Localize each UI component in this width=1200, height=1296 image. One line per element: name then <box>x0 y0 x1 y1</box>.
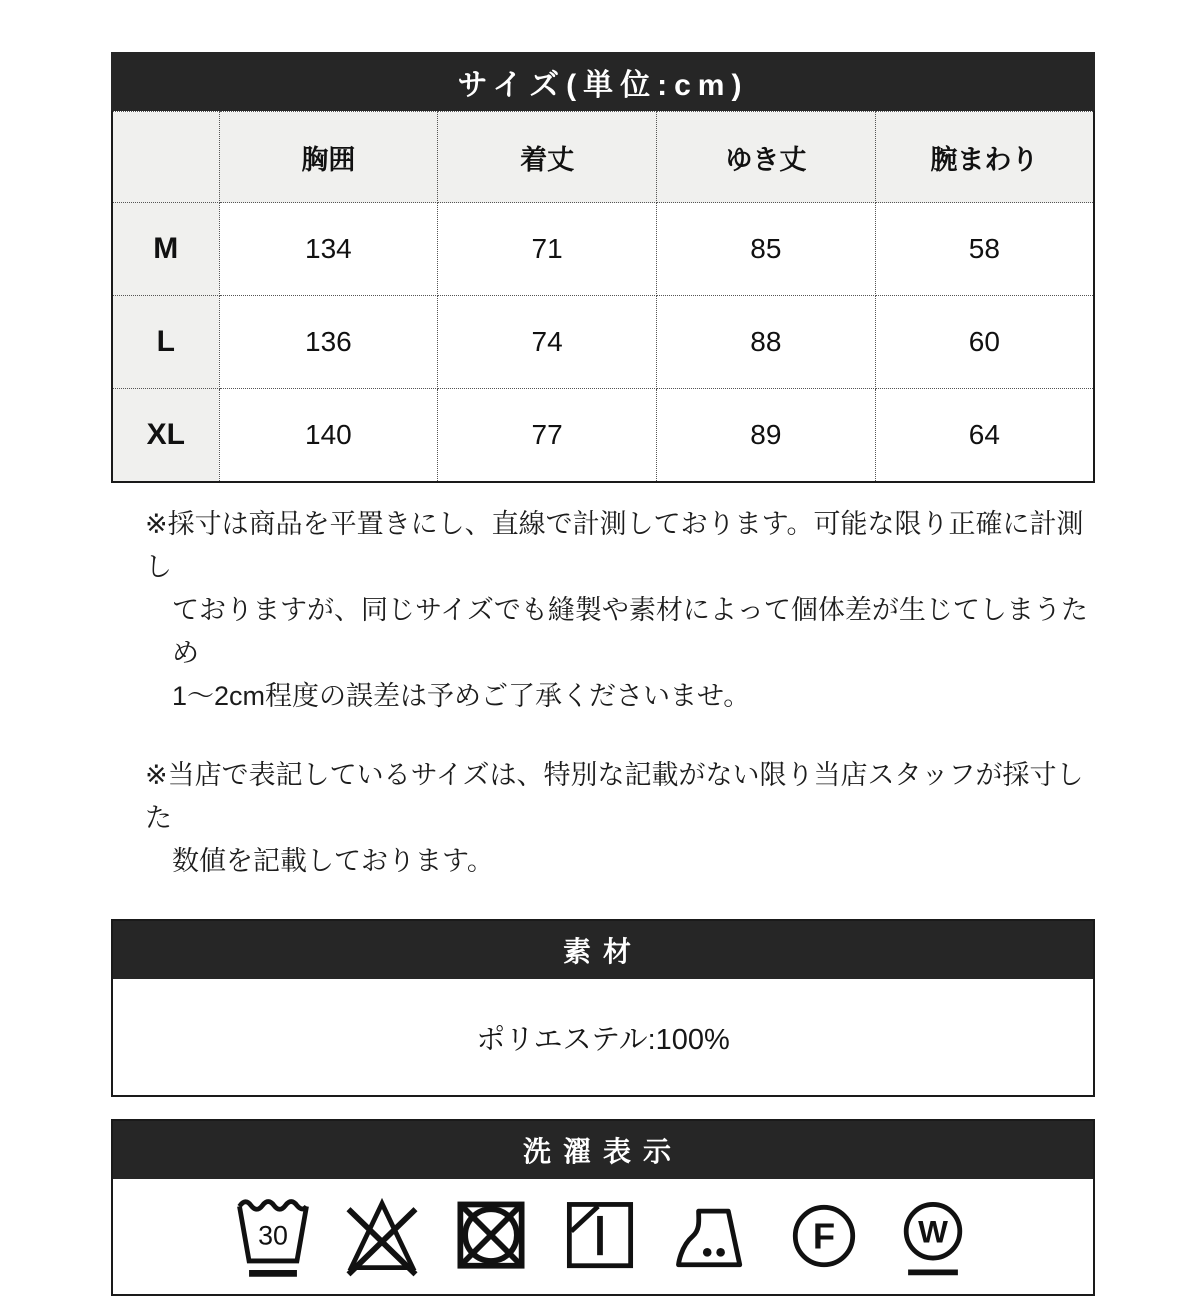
material-section <box>111 919 1095 1097</box>
value-cell: 60 <box>875 296 1094 389</box>
material-content: ポリエステル:100% <box>476 1023 730 1056</box>
notes <box>111 503 1095 883</box>
dry-clean-letter: F <box>812 1214 836 1256</box>
column-header-chest: 胸囲 <box>219 112 438 203</box>
note-staff-measured <box>145 754 1095 883</box>
size-table-header-bar <box>111 52 1095 111</box>
shade-line-dry-icon <box>559 1192 641 1282</box>
corner-cell <box>112 112 219 203</box>
wet-clean-gentle-icon <box>892 1192 974 1282</box>
table-row-xl <box>112 389 1094 483</box>
size-chart-page <box>111 0 1095 1296</box>
wash-temp-label: 30 <box>258 1220 288 1251</box>
laundry-header-bar <box>113 1121 1093 1179</box>
note-line: 数値を記載しております。 <box>172 846 494 876</box>
material-body <box>113 979 1093 1095</box>
size-label-l: L <box>112 296 219 389</box>
note-line: ※採寸は商品を平置きにし、直線で計測しております。可能な限り正確に計測し <box>145 509 1084 582</box>
value-cell: 140 <box>219 389 438 483</box>
value-cell: 88 <box>657 296 876 389</box>
note-line: ※当店で表記しているサイズは、特別な記載がない限り当店スタッフが採寸した <box>145 760 1084 833</box>
laundry-icons-row <box>113 1179 1093 1294</box>
no-tumble-dry-icon <box>450 1192 532 1282</box>
value-cell: 77 <box>438 389 657 483</box>
size-table-section <box>111 52 1095 483</box>
iron-medium-two-dots-icon <box>668 1192 756 1282</box>
note-measurement-disclaimer <box>145 503 1095 718</box>
note-line: ておりますが、同じサイズでも縫製や素材によって個体差が生じてしまうため <box>172 595 1088 668</box>
value-cell: 89 <box>657 389 876 483</box>
value-cell: 134 <box>219 203 438 296</box>
value-cell: 64 <box>875 389 1094 483</box>
note-line: 1〜2cm程度の誤差は予めご了承くださいませ。 <box>172 681 751 711</box>
column-header-sleeve: ゆき丈 <box>657 112 876 203</box>
dry-clean-petroleum-icon <box>783 1192 865 1282</box>
value-cell: 74 <box>438 296 657 389</box>
material-title: 素材 <box>562 936 643 967</box>
wash-30-gentle-icon <box>232 1192 314 1282</box>
value-cell: 58 <box>875 203 1094 296</box>
size-label-xl: XL <box>112 389 219 483</box>
no-bleach-icon <box>341 1192 423 1282</box>
value-cell: 71 <box>438 203 657 296</box>
size-table-column-header-row <box>112 112 1094 203</box>
value-cell: 136 <box>219 296 438 389</box>
material-header-bar <box>113 921 1093 979</box>
wet-clean-letter: W <box>918 1213 948 1250</box>
table-row-m <box>112 203 1094 296</box>
column-header-length: 着丈 <box>438 112 657 203</box>
value-cell: 85 <box>657 203 876 296</box>
size-table-title: サイズ(単位:cm) <box>457 68 749 102</box>
column-header-arm: 腕まわり <box>875 112 1094 203</box>
table-row-l <box>112 296 1094 389</box>
laundry-section <box>111 1119 1095 1296</box>
size-label-m: M <box>112 203 219 296</box>
size-table <box>111 111 1095 483</box>
laundry-title: 洗濯表示 <box>522 1136 683 1167</box>
